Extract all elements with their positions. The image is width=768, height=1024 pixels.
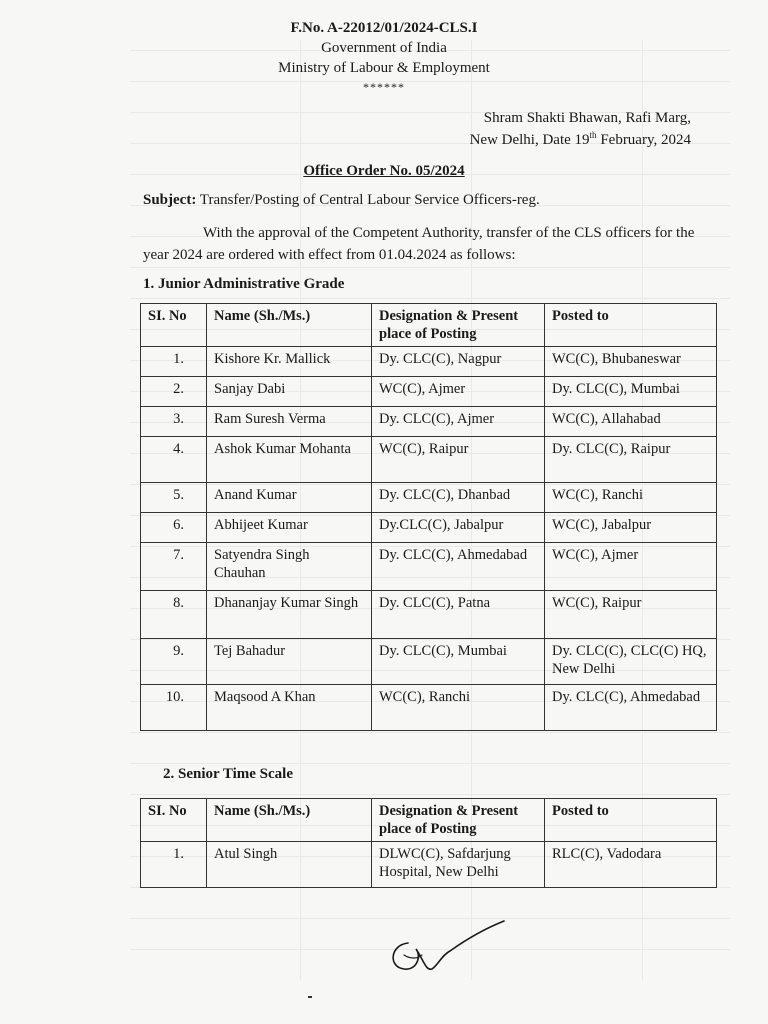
cell-sl-no: 8.: [141, 591, 207, 639]
col-header-sl-no: SI. No: [141, 304, 207, 347]
col-header-name: Name (Sh./Ms.): [207, 799, 372, 842]
cell-name: Atul Singh: [207, 842, 372, 888]
cell-posted-to: WC(C), Raipur: [545, 591, 717, 639]
file-number: F.No. A-22012/01/2024-CLS.I: [290, 20, 478, 36]
cell-designation: Dy. CLC(C), Patna: [372, 591, 545, 639]
cell-name: Maqsood A Khan: [207, 685, 372, 731]
date-superscript: th: [589, 130, 597, 140]
cell-sl-no: 1.: [141, 347, 207, 377]
cell-designation: Dy. CLC(C), Nagpur: [372, 347, 545, 377]
cell-sl-no: 5.: [141, 483, 207, 513]
cell-posted-to: WC(C), Allahabad: [545, 407, 717, 437]
cell-posted-to: WC(C), Ranchi: [545, 483, 717, 513]
cell-name: Tej Bahadur: [207, 639, 372, 685]
col-header-designation: Designation & Present place of Posting: [372, 304, 545, 347]
separator-stars: ******: [363, 80, 405, 94]
cell-sl-no: 3.: [141, 407, 207, 437]
cell-posted-to: Dy. CLC(C), Raipur: [545, 437, 717, 483]
cell-designation: WC(C), Raipur: [372, 437, 545, 483]
cell-posted-to: WC(C), Bhubaneswar: [545, 347, 717, 377]
government-line: Government of India: [321, 40, 447, 56]
section-title-sts: 2. Senior Time Scale: [163, 766, 294, 782]
cell-sl-no: 4.: [141, 437, 207, 483]
table-header-row: [141, 799, 717, 842]
table-row: [141, 483, 717, 513]
cell-sl-no: 1.: [141, 842, 207, 888]
date-prefix: New Delhi, Date 19: [469, 132, 590, 148]
table-row: [141, 685, 717, 731]
subject-label: Subject:: [143, 192, 197, 208]
cell-designation: Dy. CLC(C), Ahmedabad: [372, 543, 545, 591]
table-row: [141, 407, 717, 437]
cell-sl-no: 6.: [141, 513, 207, 543]
cell-designation: Dy. CLC(C), Ajmer: [372, 407, 545, 437]
subject-text: Transfer/Posting of Central Labour Service Officers-reg.: [196, 192, 540, 208]
cell-sl-no: 7.: [141, 543, 207, 591]
col-header-posted-to: Posted to: [545, 304, 717, 347]
table-row: [141, 437, 717, 483]
sts-transfer-table: [140, 798, 717, 888]
cell-designation: WC(C), Ranchi: [372, 685, 545, 731]
cell-designation: Dy. CLC(C), Dhanbad: [372, 483, 545, 513]
cell-name: Kishore Kr. Mallick: [207, 347, 372, 377]
cell-sl-no: 2.: [141, 377, 207, 407]
cell-posted-to: WC(C), Ajmer: [545, 543, 717, 591]
cell-name: Dhananjay Kumar Singh: [207, 591, 372, 639]
cell-posted-to: Dy. CLC(C), Ahmedabad: [545, 685, 717, 731]
office-order-title: Office Order No. 05/2024: [303, 163, 465, 179]
table-row: [141, 591, 717, 639]
col-header-designation: Designation & Present place of Posting: [372, 799, 545, 842]
table-row: [141, 543, 717, 591]
cell-posted-to: RLC(C), Vadodara: [545, 842, 717, 888]
cell-posted-to: WC(C), Jabalpur: [545, 513, 717, 543]
jag-transfer-table: [140, 303, 717, 731]
table-row: [141, 842, 717, 888]
cell-name: Ashok Kumar Mohanta: [207, 437, 372, 483]
cell-sl-no: 10.: [141, 685, 207, 731]
body-paragraph: With the approval of the Competent Authority, transfer of the CLS officers for the year 2024 are ordered with effect from 01.04.2024 as follows:: [143, 225, 695, 263]
table-row: [141, 377, 717, 407]
cell-name: Ram Suresh Verma: [207, 407, 372, 437]
table-row: [141, 513, 717, 543]
table-row: [141, 347, 717, 377]
col-header-sl-no: SI. No: [141, 799, 207, 842]
table-row: [141, 639, 717, 685]
col-header-name: Name (Sh./Ms.): [207, 304, 372, 347]
cell-sl-no: 9.: [141, 639, 207, 685]
cell-designation: Dy.CLC(C), Jabalpur: [372, 513, 545, 543]
table-header-row: [141, 304, 717, 347]
cell-designation: DLWC(C), Safdarjung Hospital, New Delhi: [372, 842, 545, 888]
ministry-line: Ministry of Labour & Employment: [278, 60, 490, 76]
cell-posted-to: Dy. CLC(C), Mumbai: [545, 377, 717, 407]
cell-designation: Dy. CLC(C), Mumbai: [372, 639, 545, 685]
cell-name: Abhijeet Kumar: [207, 513, 372, 543]
col-header-posted-to: Posted to: [545, 799, 717, 842]
cell-name: Sanjay Dabi: [207, 377, 372, 407]
cell-name: Anand Kumar: [207, 483, 372, 513]
subject-line: [143, 192, 540, 209]
cell-name: Satyendra Singh Chauhan: [207, 543, 372, 591]
section-title-jag: 1. Junior Administrative Grade: [143, 276, 345, 292]
ink-mark: [308, 996, 312, 998]
handwritten-signature: [380, 915, 510, 985]
cell-posted-to: Dy. CLC(C), CLC(C) HQ, New Delhi: [545, 639, 717, 685]
address-date-line: [470, 131, 691, 150]
cell-designation: WC(C), Ajmer: [372, 377, 545, 407]
date-suffix: February, 2024: [596, 132, 691, 148]
address-line-1: Shram Shakti Bhawan, Rafi Marg,: [483, 110, 691, 126]
